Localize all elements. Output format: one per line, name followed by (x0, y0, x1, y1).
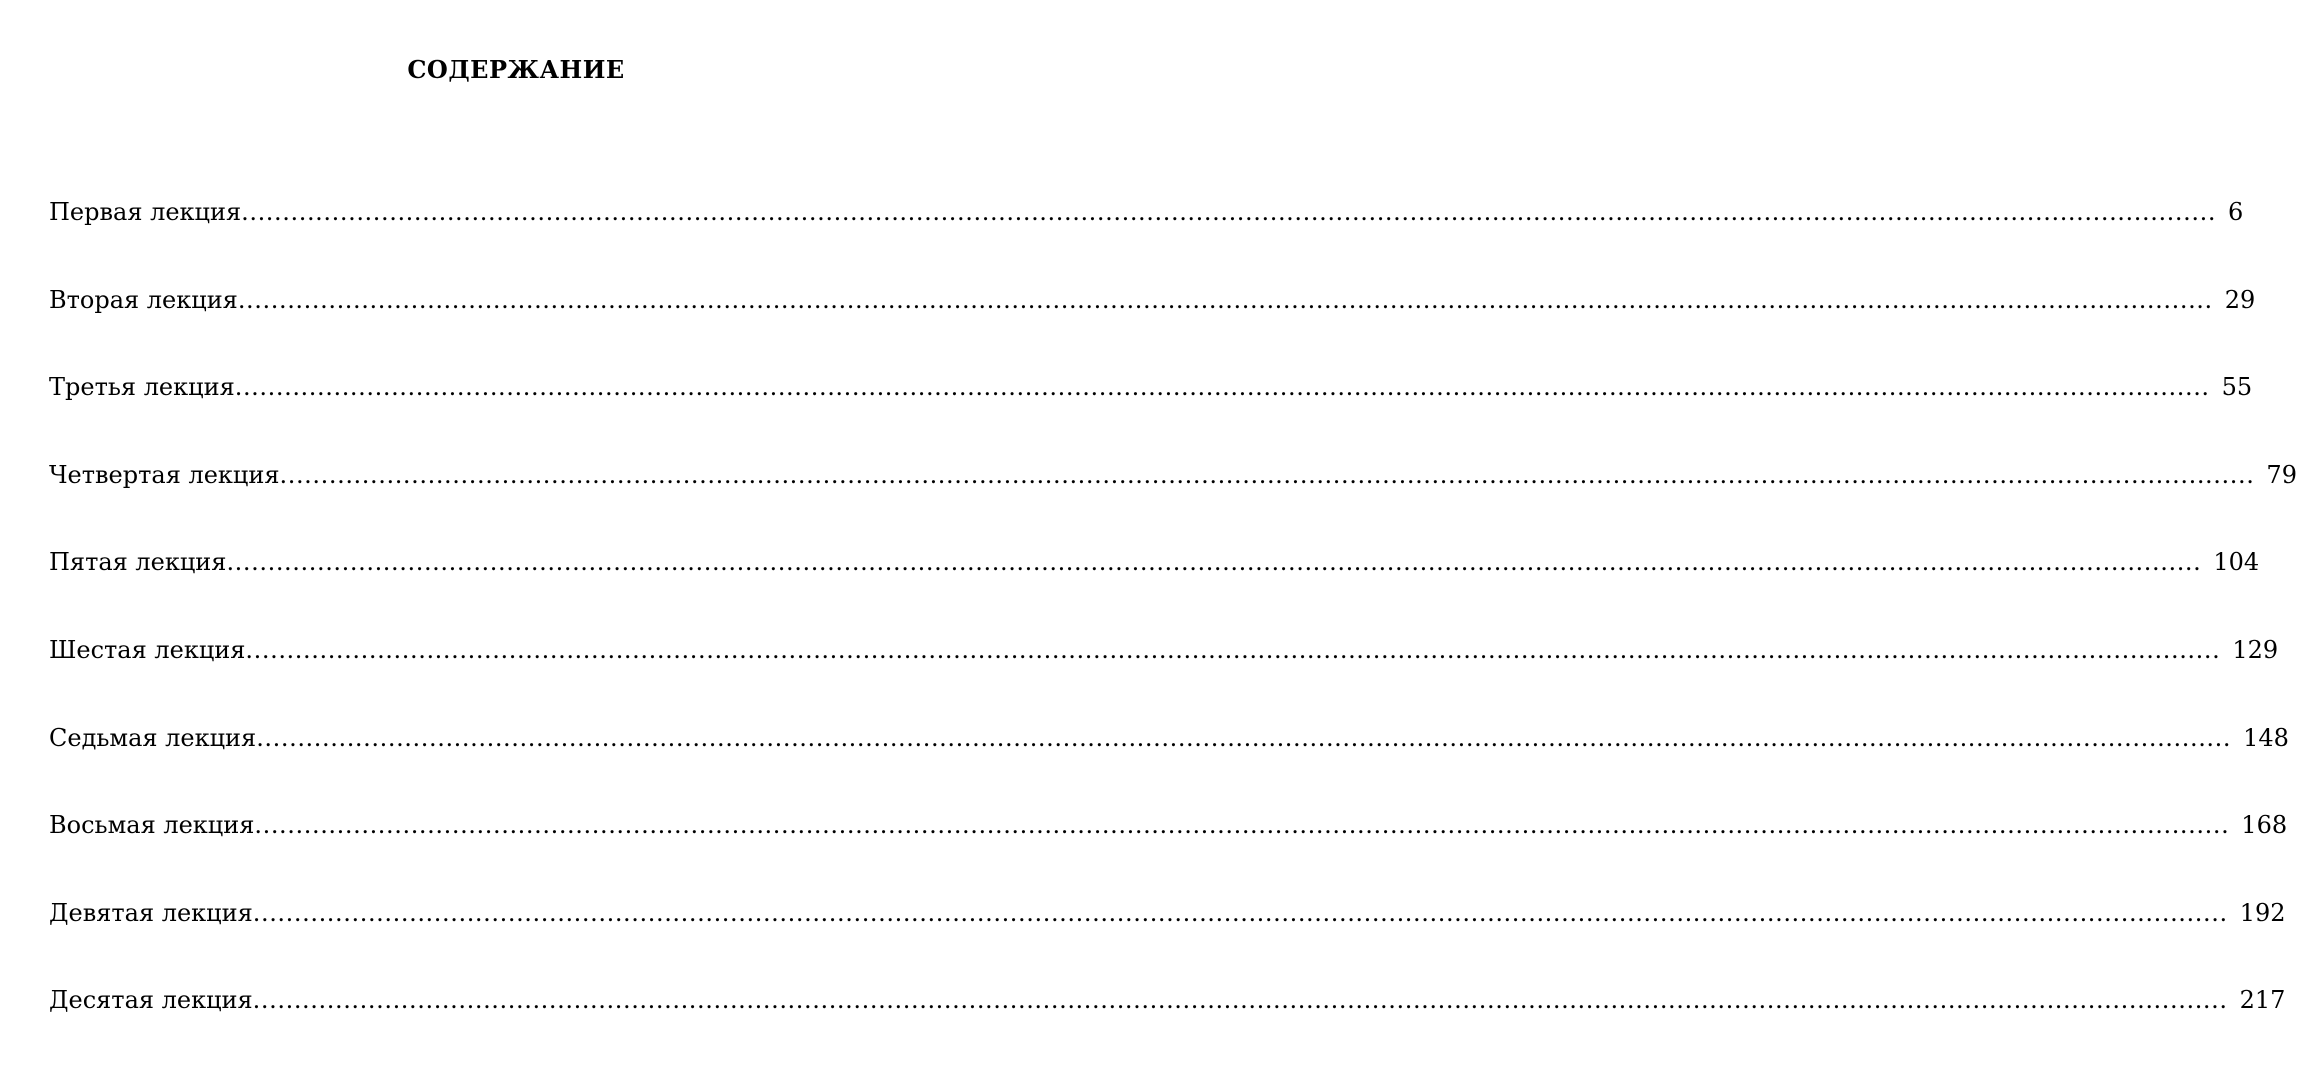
toc-entry[interactable] (49, 282, 2256, 370)
toc-page-number: 55 (2221, 373, 2253, 402)
toc-dot-leader: ................................................................................................................................................................................................................................................ (252, 986, 2228, 1015)
toc-entry-label: Восьмая лекция (49, 811, 255, 840)
toc-entry[interactable] (49, 895, 2286, 983)
toc-page-number: 29 (2224, 285, 2256, 314)
toc-dot-leader: ................................................................................................................................................................................................................................................ (252, 898, 2228, 927)
toc-entry-label: Третья лекция (49, 373, 235, 402)
toc-entry-label: Девятая лекция (49, 898, 253, 927)
toc-entry[interactable] (49, 982, 2286, 1070)
toc-entry[interactable] (49, 369, 2253, 457)
toc-entry[interactable] (49, 632, 2279, 720)
toc-dot-leader: ................................................................................................................................................................................................................................................ (256, 723, 2232, 752)
toc-dot-leader: ................................................................................................................................................................................................................................................ (234, 373, 2210, 402)
toc-dot-leader: ................................................................................................................................................................................................................................................ (245, 635, 2221, 664)
toc-dot-leader: ................................................................................................................................................................................................................................................ (279, 460, 2255, 489)
toc-page-number: 129 (2232, 635, 2279, 664)
toc-entry-label: Пятая лекция (49, 548, 227, 577)
toc-dot-leader: ................................................................................................................................................................................................................................................ (241, 198, 2217, 226)
toc-page-number: 217 (2239, 986, 2286, 1015)
toc-page-number: 79 (2266, 460, 2297, 489)
toc-entry[interactable] (49, 457, 2297, 545)
toc-entry-label: Четвертая лекция (49, 460, 280, 489)
toc-entry[interactable] (49, 544, 2260, 632)
toc-entry[interactable] (49, 807, 2288, 895)
table-of-contents (49, 194, 2297, 1070)
toc-entry[interactable] (49, 194, 2244, 282)
toc-entry-label: Десятая лекция (49, 986, 253, 1015)
toc-entry[interactable] (49, 720, 2289, 808)
toc-entry-label: Вторая лекция (49, 285, 238, 314)
toc-page-number: 148 (2243, 723, 2289, 752)
page-title: СОДЕРЖАНИЕ (407, 55, 625, 84)
toc-page-number: 6 (2228, 198, 2244, 226)
toc-dot-leader: ................................................................................................................................................................................................................................................ (237, 285, 2213, 314)
toc-dot-leader: ................................................................................................................................................................................................................................................ (226, 548, 2202, 577)
toc-dot-leader: ................................................................................................................................................................................................................................................ (254, 811, 2230, 840)
toc-entry-label: Шестая лекция (49, 635, 246, 664)
toc-entry-label: Седьмая лекция (49, 723, 257, 752)
toc-page-number: 104 (2213, 548, 2260, 577)
toc-page-number: 168 (2241, 811, 2288, 840)
toc-entry-label: Первая лекция (49, 198, 242, 226)
toc-page-number: 192 (2239, 898, 2286, 927)
